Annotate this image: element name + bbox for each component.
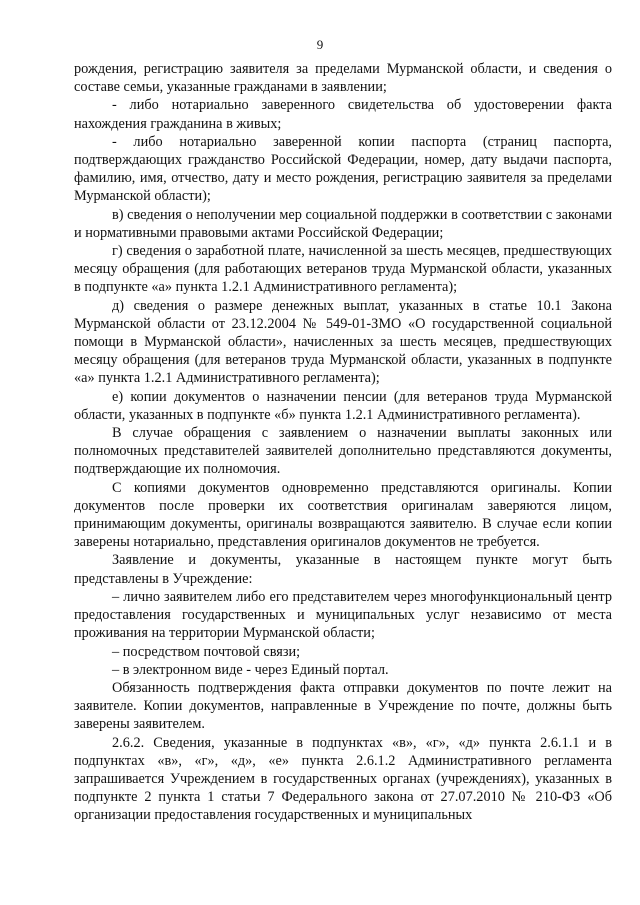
paragraph-passport-copy: - либо нотариально заверенной копии паспорта (страниц паспорта, подтверждающих гражданство Российской Федерации, номер, дату выдачи паспорта, фамилию, имя, отчество, дату и место рождения, регистрацию заявителя за пределами Мурманской области); [74, 133, 612, 205]
paragraph-submission-ways: Заявление и документы, указанные в настоящем пункте могут быть представлены в Учреждение: [74, 552, 612, 587]
list-item-in-person: – лично заявителем либо его представителем через многофункциональный центр предоставления государственных и муниципальных услуг независимо от места проживания на территории Мурманской области; [74, 588, 612, 642]
page-number: 9 [316, 37, 324, 52]
paragraph-item-d: д) сведения о размере денежных выплат, указанных в статье 10.1 Закона Мурманской области от 23.12.2004 № 549-01-ЗМО «О государственной социальной помощи в Мурманской области», начисленных за шесть месяцев, предшествующих месяцу обращения (для ветеранов труда Мурманской области, указанных в подпункте «а» пункта 1.2.1 Административного регламента); [74, 297, 612, 387]
paragraph-copies-originals: С копиями документов одновременно представляются оригиналы. Копии документов после проверки их соответствия оригиналам заверяются лицом, принимающим документы, оригиналы возвращаются заявителю. В случае если копии заверены нотариально, представления оригиналов документов не требуется. [74, 479, 612, 551]
paragraph-section-2-6-2: 2.6.2. Сведения, указанные в подпунктах «в», «г», «д» пункта 2.6.1.1 и в подпунктах «в», «г», «д», «е» пункта 2.6.1.2 Административного регламента запрашивается Учреждением в государственных органах (учреждениях), указанных в подпункте 2 пункта 1 статьи 7 Федерального закона от 27.07.2010 № 210-ФЗ «Об организации предоставления государственных и муниципальных [74, 734, 612, 824]
list-item-post: – посредством почтовой связи; [112, 643, 301, 660]
document-body [74, 60, 612, 825]
paragraph-item-v: в) сведения о неполучении мер социальной поддержки в соответствии с законами и нормативными правовыми актами Российской Федерации; [74, 206, 612, 241]
paragraph-item-e: е) копии документов о назначении пенсии (для ветеранов труда Мурманской области, указанных в подпункте «б» пункта 1.2.1 Административного регламента). [74, 388, 612, 423]
list-item-electronic: – в электронном виде - через Единый портал. [112, 661, 389, 678]
paragraph-item-g: г) сведения о заработной плате, начисленной за шесть месяцев, предшествующих месяцу обращения (для работающих ветеранов труда Мурманской области, указанных в подпункте «а» пункта 1.2.1 Административного регламента); [74, 243, 612, 296]
paragraph-notarial-certificate: - либо нотариально заверенного свидетельства об удостоверении факта нахождения гражданина в живых; [74, 97, 612, 132]
paragraph-continuation: рождения, регистрацию заявителя за пределами Мурманской области, и сведения о составе семьи, указанные гражданами в заявлении; [74, 61, 612, 96]
paragraph-postal-obligation: Обязанность подтверждения факта отправки документов по почте лежит на заявителе. Копии документов, направленные в Учреждение по почте, должны быть заверены заявителем. [74, 679, 612, 733]
paragraph-representatives: В случае обращения с заявлением о назначении выплаты законных или полномочных представителей заявителей дополнительно представляются документы, подтверждающие их полномочия. [74, 425, 612, 478]
